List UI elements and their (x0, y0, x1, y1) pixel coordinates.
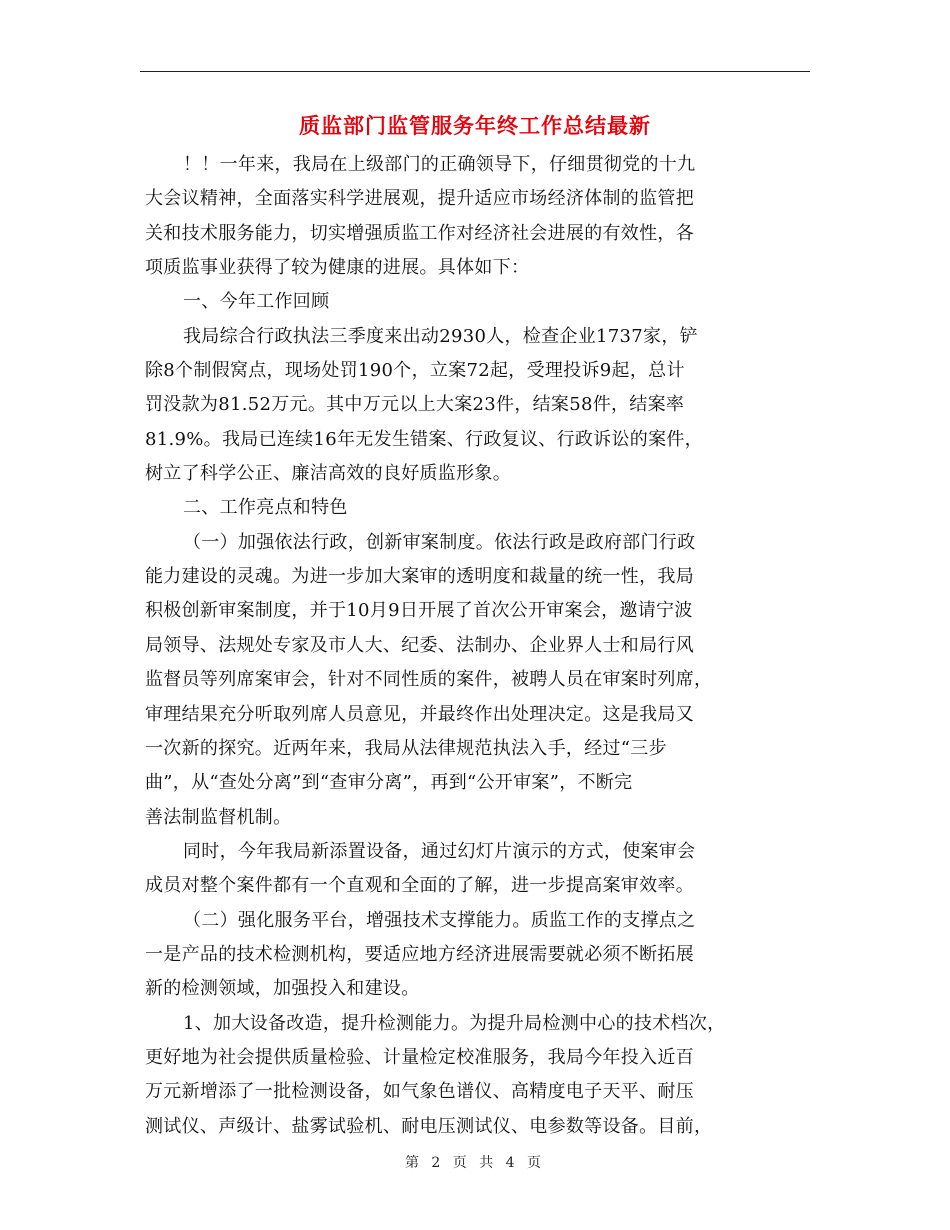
text-line: 测试仪、声级计、盐雾试验机、耐电压测试仪、电参数等设备。目前， (145, 1115, 713, 1137)
text-line: 一、今年工作回顾 (183, 291, 330, 313)
text-line: （一）加强依法行政，创新审案制度。依法行政是政府部门行政 (183, 531, 696, 553)
text-line: 同时，今年我局新添置设备，通过幻灯片演示的方式，使案审会 (183, 840, 696, 862)
text-line: 善法制监督机制。 (145, 806, 292, 828)
text-line: 一是产品的技术检测机构，要适应地方经济进展需要就必须不断拓展 (145, 943, 694, 965)
text-line: 一次新的探究。近两年来，我局从法律规范执法入手，经过“三步 (145, 737, 667, 759)
text-line: 积极创新审案制度，并于10月9日开展了首次公开审案会，邀请宁波 (145, 600, 693, 622)
text-line: 曲”，从“查处分离”到“查审分离”，再到“公开审案”，不断完 (145, 772, 633, 794)
text-line: 项质监事业获得了较为健康的进展。具体如下： (145, 257, 530, 279)
text-line: 大会议精神，全面落实科学进展观，提升适应市场经济体制的监管把 (145, 188, 694, 210)
text-line: 81.9%。我局已连续16年无发生错案、行政复议、行政诉讼的案件， (145, 428, 703, 450)
document-body (145, 148, 810, 1144)
text-line: 新的检测领域，加强投入和建设。 (145, 978, 420, 1000)
text-line: 能力建设的灵魂。为进一步加大案审的透明度和裁量的统一性，我局 (145, 566, 694, 588)
header-rule (140, 71, 810, 72)
text-line: 罚没款为81.52万元。其中万元以上大案23件，结案58件，结案率 (145, 394, 685, 416)
text-line: （二）强化服务平台，增强技术支撑能力。质监工作的支撑点之 (183, 909, 696, 931)
text-line: 除8个制假窝点，现场处罚190个，立案72起，受理投诉9起，总计 (145, 360, 685, 382)
text-line: 关和技术服务能力，切实增强质监工作对经济社会进展的有效性，各 (145, 222, 694, 244)
text-line: ！！一年来，我局在上级部门的正确领导下，仔细贯彻党的十九 (183, 154, 696, 175)
text-line: 1、加大设备改造，提升检测能力。为提升局检测中心的技术档次， (183, 1012, 726, 1034)
text-line: 局领导、法规处专家及市人大、纪委、法制办、企业界人士和局行风 (145, 634, 694, 656)
text-line: 更好地为社会提供质量检验、计量检定校准服务，我局今年投入近百 (145, 1046, 694, 1068)
text-line: 树立了科学公正、廉洁高效的良好质监形象。 (145, 463, 511, 485)
text-line: 我局综合行政执法三季度来出动2930人，检查企业1737家，铲 (183, 325, 698, 347)
text-line: 万元新增添了一批检测设备，如气象色谱仪、高精度电子天平、耐压 (145, 1081, 694, 1103)
text-line: 审理结果充分听取列席人员意见，并最终作出处理决定。这是我局又 (145, 703, 694, 725)
text-line: 二、工作亮点和特色 (183, 497, 348, 519)
text-line: 监督员等列席案审会，针对不同性质的案件，被聘人员在审案时列席， (145, 669, 713, 691)
page-footer: 第 2 页 共 4 页 (404, 1155, 546, 1171)
document-title: 质监部门监管服务年终工作总结最新 (299, 113, 651, 138)
text-line: 成员对整个案件都有一个直观和全面的了解，进一步提高案审效率。 (145, 875, 694, 897)
